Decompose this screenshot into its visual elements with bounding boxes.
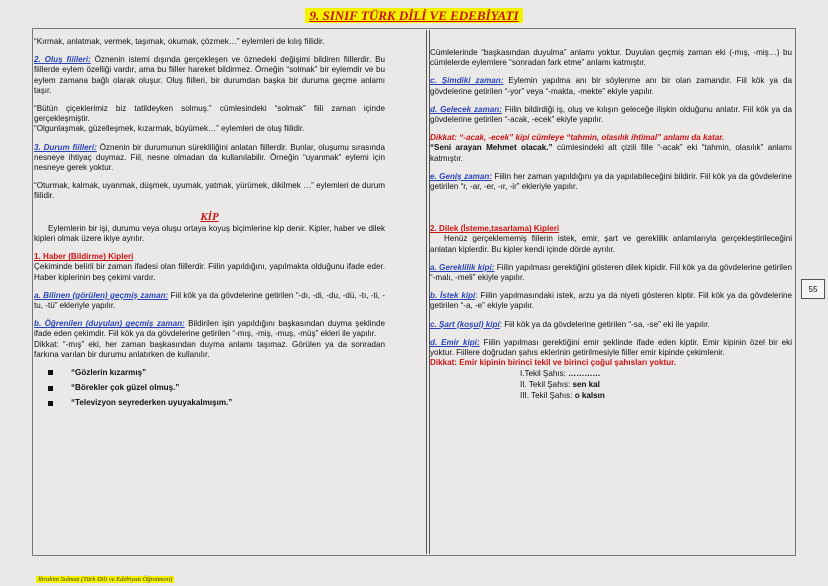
paragraph: b. İstek kipi: Fiilin yapılmasındaki istek, arzu ya da niyeti gösteren kiptir. Fiil kök ya da gövdelerine getirilen “-a, -e” ekiyle yapılır. (430, 291, 792, 311)
heading: d. Gelecek zaman: (430, 104, 502, 114)
heading: d. Emir kipi: (430, 337, 480, 347)
paragraph: b. Öğrenilen (duyulan) geçmiş zaman: Bildirilen işin yapıldığını başkasından duyma şeklinde ifade eden çekimdir. Fiil kök ya da gövdelerine getirilen “-mış, -miş, -muş, -müş” ekleri ile yapılır. (34, 319, 385, 339)
paragraph: Henüz gerçeklememiş fiilerin istek, emir, şart ve gereklilik anlamlarıyla gerçekleştirileceğini anlatan kiplerdir. Bu kipler kendi içinde dörde ayrılır. (430, 234, 792, 254)
paragraph: Cümlelerinde “başkasından duyulma” anlamı yoktur. Duyulan geçmiş zaman eki (-mış, -miş…) bu cümlelerde eylemlere “sonradan fark etme” anlamı katmıştır. (430, 48, 792, 68)
heading: 2. Dilek (İsteme,tasarlama) Kipleri (430, 224, 560, 234)
list-item: II. Tekil Şahıs: sen kal (520, 380, 600, 390)
paragraph: d. Gelecek zaman: Fiilin bildirdiği iş, oluş ve kılışın geleceğe ilişkin olduğunu anlatır. Fiil kök ya da gövdelerine getirilen “-acak, -ecek” ekiyle yapılır. (430, 104, 792, 125)
example-list (34, 368, 385, 409)
heading: c. Şart (koşul) kipi (430, 319, 500, 329)
heading: 3. Durum fiilleri: (34, 142, 97, 152)
list-item: I.Tekil Şahıs: ………… (520, 369, 601, 379)
paragraph: Dikkat: “-mış” eki, her zaman başkasından duyma anlamı taşımaz. Görülen ya da sonradan farkına varılan bir durumu anlatırken de kullanılır. (34, 339, 385, 359)
heading: b. İstek kipi (430, 291, 476, 301)
warning-note: Dikkat: Emir kipinin birinci tekil ve birinci çoğul şahısları yoktur. (430, 358, 677, 368)
list-item: “Televizyon seyrederken uyuyakalmışım.” (48, 398, 385, 408)
list-item: “Gözlerin kızarmış” (48, 368, 385, 378)
paragraph: c. Şimdiki zaman: Eylemin yapılma anı bir söylenme anı bir olan zamandır. Fiil kök ya da gövdelerine getirilen “-yor” veya “-makta, -mekte” ekiyle yapılır. (430, 76, 792, 96)
paragraph: Eylemlerin bir işi, durumu veya oluşu ortaya koyuş biçimlerine kip denir. Kipler, haber ve dilek kipleri olmak üzere ikiye ayrılır. (34, 223, 385, 244)
paragraph: a. Bilinen (görülen) geçmiş zaman: Fiil kök ya da gövdelerine getirilen “-dı, -di, -du, -dü, -tı, -ti, -tu, -tü” ekleriyle yapılır. (34, 290, 385, 311)
paragraph: “Seni arayan Mehmet olacak.” cümlesindeki alt çizili fille “-acak” eki “tahmin, olasılık” anlamı katmıştır. (430, 143, 792, 163)
warning-note: Dikkat: “-acak, -ecek” kipi cümleye “tahmin, olasılık ihtimal” anlamı da katar. (430, 133, 725, 143)
heading: e. Geniş zaman: (430, 171, 492, 181)
paragraph: 2. Oluş fiilleri: Öznenin istemi dışında gerçekleşen ve öznedeki değişimi bildiren fiillerdir. Bu fiillerde eylem özelliği vardır, ama bu fiiller hareket bildirmez. Örneğin “solmak” bir eylemdir ve bu eylem zamana bağlı olarak oluşur. Oluş fiilleri, bir durumdan başka bir duruma geçme anlamı taşır. (34, 55, 385, 95)
paragraph: 3. Durum fiilleri: Öznenin bir durumunun sürekliliğini anlatan fiillerdir. Bunlar, oluşumu sırasında nesneye ihtiyaç duymaz. Fiil, nesne olmadan da kullanılabilir. Örneğin “uyanmak” eylemi için nesneye gerek yoktur. (34, 142, 385, 173)
section-title: KİP (200, 210, 219, 223)
heading: 1. Haber (Bildirme) Kipleri (34, 252, 134, 262)
person-list (520, 368, 792, 401)
heading: b. Öğrenilen (duyulan) geçmiş zaman: (34, 319, 185, 329)
paragraph: “Bütün çiçeklerimiz biz tatildeyken solmuş.” cümlesindeki “solmak” fiili zaman içinde gerçekleşmiştir. (34, 104, 385, 124)
heading: c. Şimdiki zaman: (430, 76, 504, 86)
bullet-icon (48, 370, 53, 375)
bullet-icon (48, 386, 53, 391)
list-item: “Börekler çok güzel olmuş.” (48, 383, 385, 393)
heading: 2. Oluş fiilleri: (34, 55, 91, 65)
footer: İbrahim Solmaz (Türk Dili ve Edebiyatı Öğretmeni) (38, 576, 173, 583)
paragraph: e. Geniş zaman: Fiilin her zaman yapıldığını ya da yapılabileceğini bildirir. Fiil kök ya da gövdelerine getirilen “r, -ar, -er, -ır, -ir” ekleriyle yapılır. (430, 171, 793, 192)
page-number: 55 (801, 279, 825, 299)
right-column (430, 48, 792, 401)
paragraph: a. Gereklilik kipi: Fiilin yapılması gerektiğini gösteren dilek kipidir. Fiil kök ya da gövdelerine getirilen “-malı, -meli” ekiyle yapılır. (430, 262, 792, 283)
paragraph: c. Şart (koşul) kipi: Fiil kök ya da gövdelerine getirilen “-sa, -se” eki ile yapılır. (430, 319, 710, 329)
heading: a. Gereklilik kipi: (430, 262, 495, 272)
list-item: III. Tekil Şahıs: o kalsın (520, 391, 605, 401)
paragraph: “Oturmak, kalmak, uyanmak, düşmek, uyumak, yatmak, yürümek, dikilmek …” eylemleri de durum fiilidir. (34, 181, 385, 201)
page-title: 9. SINIF TÜRK DİLİ VE EDEBİYATI (0, 7, 828, 25)
left-column (34, 37, 385, 414)
bullet-icon (48, 401, 53, 406)
heading: a. Bilinen (görülen) geçmiş zaman: (34, 290, 169, 300)
paragraph: Çekiminde belirli bir zaman ifadesi olan fiillerdir. Fiilin yapıldığını, yapılmakta olduğunu ifade eder. Haber kiplerinin beş çekimi vardır. (34, 262, 385, 282)
paragraph: “Kırmak, anlatmak, vermek, taşımak, okumak, çözmek…” eylemleri de kılış fiilidir. (34, 37, 325, 46)
paragraph: d. Emir kipi: Fiilin yapılması gerektiğini emir şeklinde ifade eden kiptir. Emir kipinin özel bir eki yoktur. Fiillere doğrudan şahıs eklerinin getirilmesiyle fiiller emir kipinde çekimlenir. (430, 337, 792, 358)
paragraph: “Olgunlaşmak, güzelleşmek, kızarmak, büyümek…” eylemleri de oluş fiilidir. (34, 124, 305, 134)
